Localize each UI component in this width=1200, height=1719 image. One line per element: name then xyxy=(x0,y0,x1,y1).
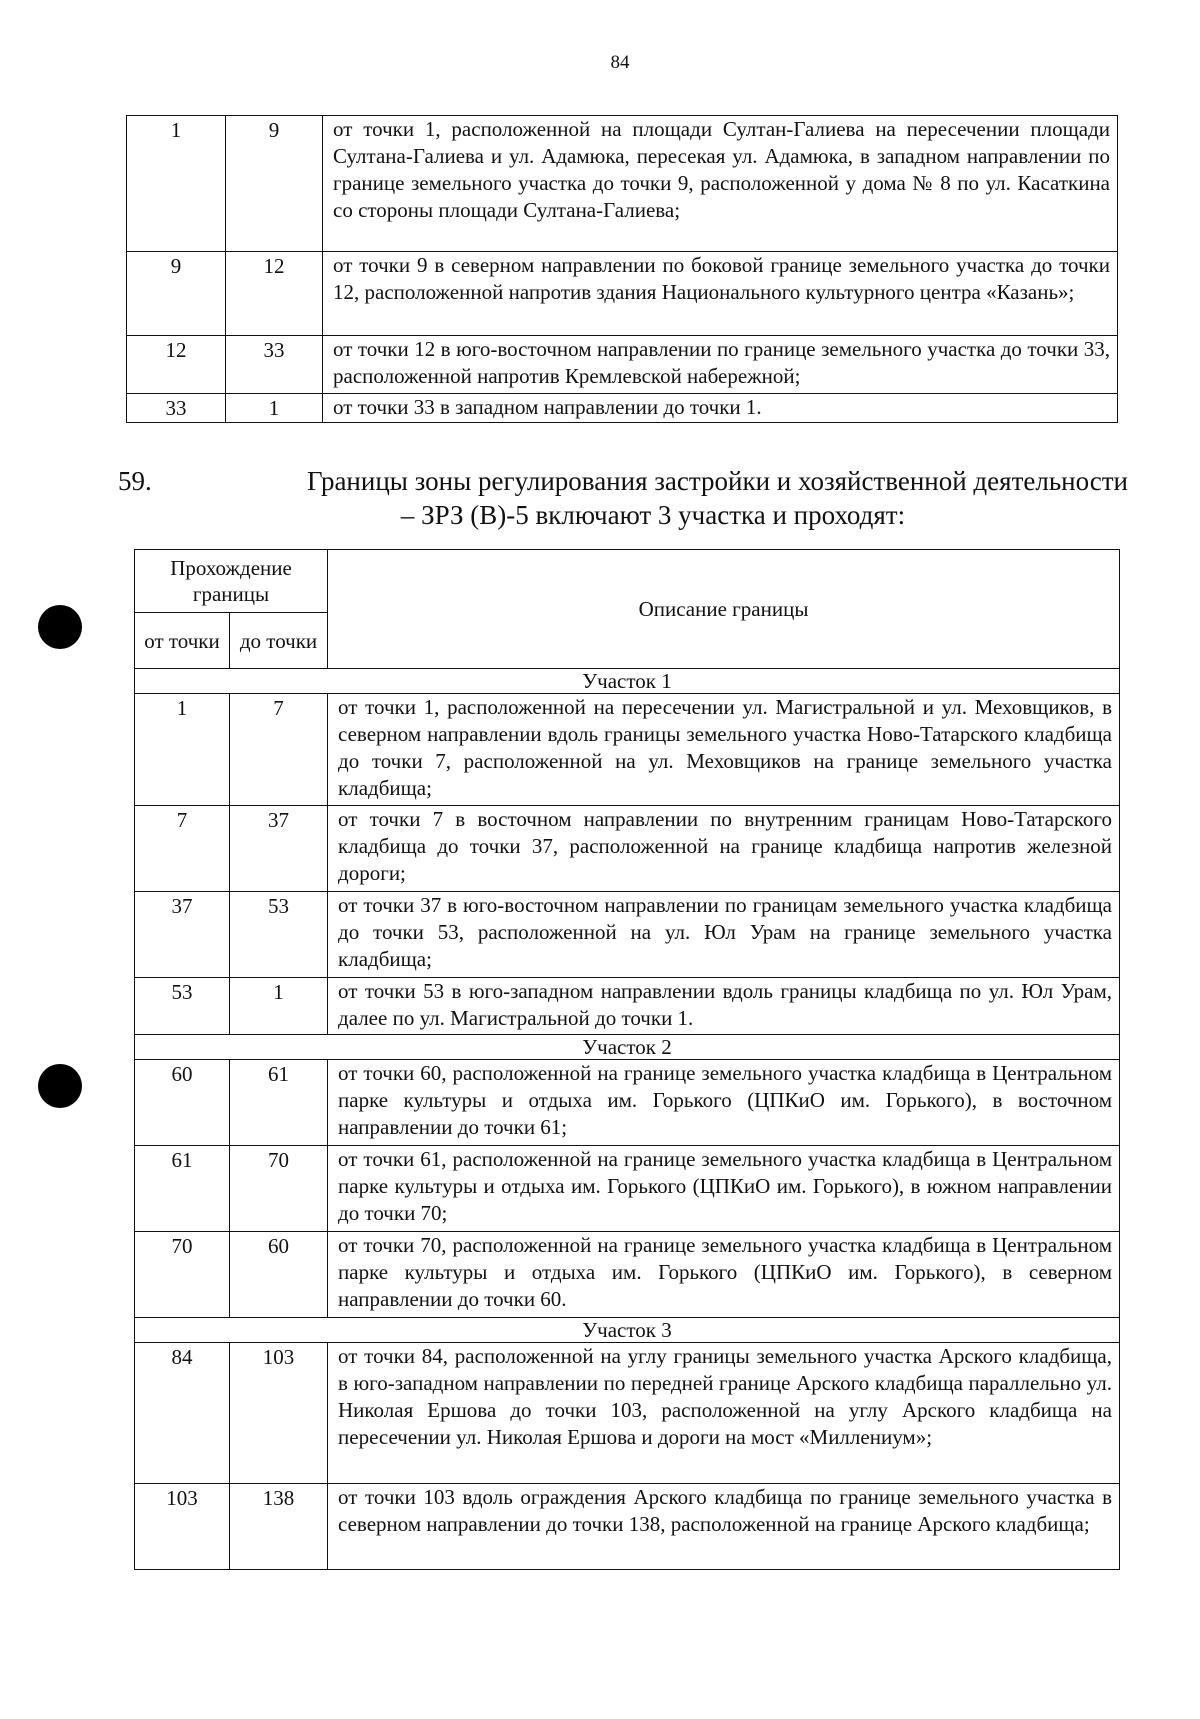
table-row xyxy=(127,394,1118,423)
boundary-description: от точки 103 вдоль ограждения Арского кладбища по границе земельного участка в северном направлении до точки 138, расположенной на границе Арского кладбища; xyxy=(328,1484,1120,1570)
boundary-description: от точки 12 в юго-восточном направлении по границе земельного участка до точки 33, расположенной напротив Кремлевской набережной; xyxy=(323,336,1118,394)
from-point: 37 xyxy=(135,892,230,978)
boundary-description: от точки 9 в северном направлении по боковой границе земельного участка до точки 12, расположенной напротив здания Национального культурного центра «Казань»; xyxy=(323,252,1118,336)
table-row xyxy=(127,252,1118,336)
table-row xyxy=(135,694,1120,806)
plot-title-row xyxy=(135,1318,1120,1343)
header-from: от точки xyxy=(135,613,230,669)
table-row xyxy=(127,116,1118,252)
table-row xyxy=(135,1060,1120,1146)
from-point: 9 xyxy=(127,252,226,336)
header-description: Описание границы xyxy=(328,550,1120,669)
to-point: 138 xyxy=(230,1484,328,1570)
table-row xyxy=(135,1343,1120,1484)
to-point: 60 xyxy=(230,1232,328,1318)
from-point: 103 xyxy=(135,1484,230,1570)
section-title-line-1: Границы зоны регулирования застройки и хозяйственной деятельности xyxy=(307,466,1128,496)
plot-title-row xyxy=(135,669,1120,694)
section-number: 59. xyxy=(118,466,152,496)
punch-hole-mark xyxy=(38,605,82,649)
table-row xyxy=(135,892,1120,978)
to-point: 7 xyxy=(230,694,328,806)
from-point: 60 xyxy=(135,1060,230,1146)
boundary-description: от точки 1, расположенной на площади Султан-Галиева на пересечении площади Султана-Галиева и ул. Адамюка, пересекая ул. Адамюка, в западном направлении по границе земельного участка до точки 9, расположенной у дома № 8 по ул. Касаткина со стороны площади Султана-Галиева; xyxy=(323,116,1118,252)
from-point: 12 xyxy=(127,336,226,394)
to-point: 70 xyxy=(230,1146,328,1232)
from-point: 1 xyxy=(135,694,230,806)
boundary-table xyxy=(134,549,1120,1570)
table-row xyxy=(135,806,1120,892)
to-point: 1 xyxy=(230,978,328,1035)
boundary-description: от точки 84, расположенной на углу границы земельного участка Арского кладбища, в юго-западном направлении по передней границе Арского кладбища параллельно ул. Николая Ершова до точки 103, расположенной на углу Арского кладбища на пересечении ул. Николая Ершова и дороги на мост «Миллениум»; xyxy=(328,1343,1120,1484)
plot-title-row xyxy=(135,1035,1120,1060)
header-row xyxy=(135,550,1120,613)
page-number: 84 xyxy=(610,52,630,73)
boundary-description: от точки 7 в восточном направлении по внутренним границам Ново-Татарского кладбища до точки 37, расположенной на границе кладбища напротив железной дороги; xyxy=(328,806,1120,892)
header-passage: Прохождение границы xyxy=(135,550,328,613)
boundary-description: от точки 70, расположенной на границе земельного участка кладбища в Центральном парке культуры и отдыха им. Горького (ЦПКиО им. Горького), в северном направлении до точки 60. xyxy=(328,1232,1120,1318)
boundary-description: от точки 1, расположенной на пересечении ул. Магистральной и ул. Меховщиков, в северном направлении вдоль границы земельного участка Ново-Татарского кладбища до точки 7, расположенной на ул. Меховщиков на границе земельного участка кладбища; xyxy=(328,694,1120,806)
to-point: 12 xyxy=(226,252,323,336)
boundary-description: от точки 53 в юго-западном направлении вдоль границы кладбища по ул. Юл Урам, далее по ул. Магистральной до точки 1. xyxy=(328,978,1120,1035)
from-point: 33 xyxy=(127,394,226,423)
header-to: до точки xyxy=(230,613,328,669)
from-point: 70 xyxy=(135,1232,230,1318)
table-row xyxy=(127,336,1118,394)
table-row xyxy=(135,1232,1120,1318)
boundary-description: от точки 60, расположенной на границе земельного участка кладбища в Центральном парке культуры и отдыха им. Горького (ЦПКиО им. Горького), в восточном направлении до точки 61; xyxy=(328,1060,1120,1146)
section-title-line-2: – ЗРЗ (В)-5 включают 3 участка и проходят: xyxy=(400,500,906,530)
table-row xyxy=(135,978,1120,1035)
to-point: 33 xyxy=(226,336,323,394)
plot-title: Участок 1 xyxy=(135,669,1120,694)
table-row xyxy=(135,1146,1120,1232)
punch-hole-mark xyxy=(38,1064,82,1108)
to-point: 1 xyxy=(226,394,323,423)
from-point: 84 xyxy=(135,1343,230,1484)
boundary-description: от точки 61, расположенной на границе земельного участка кладбища в Центральном парке культуры и отдыха им. Горького (ЦПКиО им. Горького), в южном направлении до точки 70; xyxy=(328,1146,1120,1232)
plot-title: Участок 3 xyxy=(135,1318,1120,1343)
boundary-description: от точки 33 в западном направлении до точки 1. xyxy=(323,394,1118,423)
from-point: 61 xyxy=(135,1146,230,1232)
boundary-table-continued xyxy=(126,115,1118,423)
from-point: 7 xyxy=(135,806,230,892)
to-point: 9 xyxy=(226,116,323,252)
boundary-description: от точки 37 в юго-восточном направлении по границам земельного участка кладбища до точки 53, расположенной на ул. Юл Урам на границе земельного участка кладбища; xyxy=(328,892,1120,978)
plot-title: Участок 2 xyxy=(135,1035,1120,1060)
table-row xyxy=(135,1484,1120,1570)
from-point: 53 xyxy=(135,978,230,1035)
to-point: 61 xyxy=(230,1060,328,1146)
to-point: 37 xyxy=(230,806,328,892)
from-point: 1 xyxy=(127,116,226,252)
to-point: 103 xyxy=(230,1343,328,1484)
to-point: 53 xyxy=(230,892,328,978)
